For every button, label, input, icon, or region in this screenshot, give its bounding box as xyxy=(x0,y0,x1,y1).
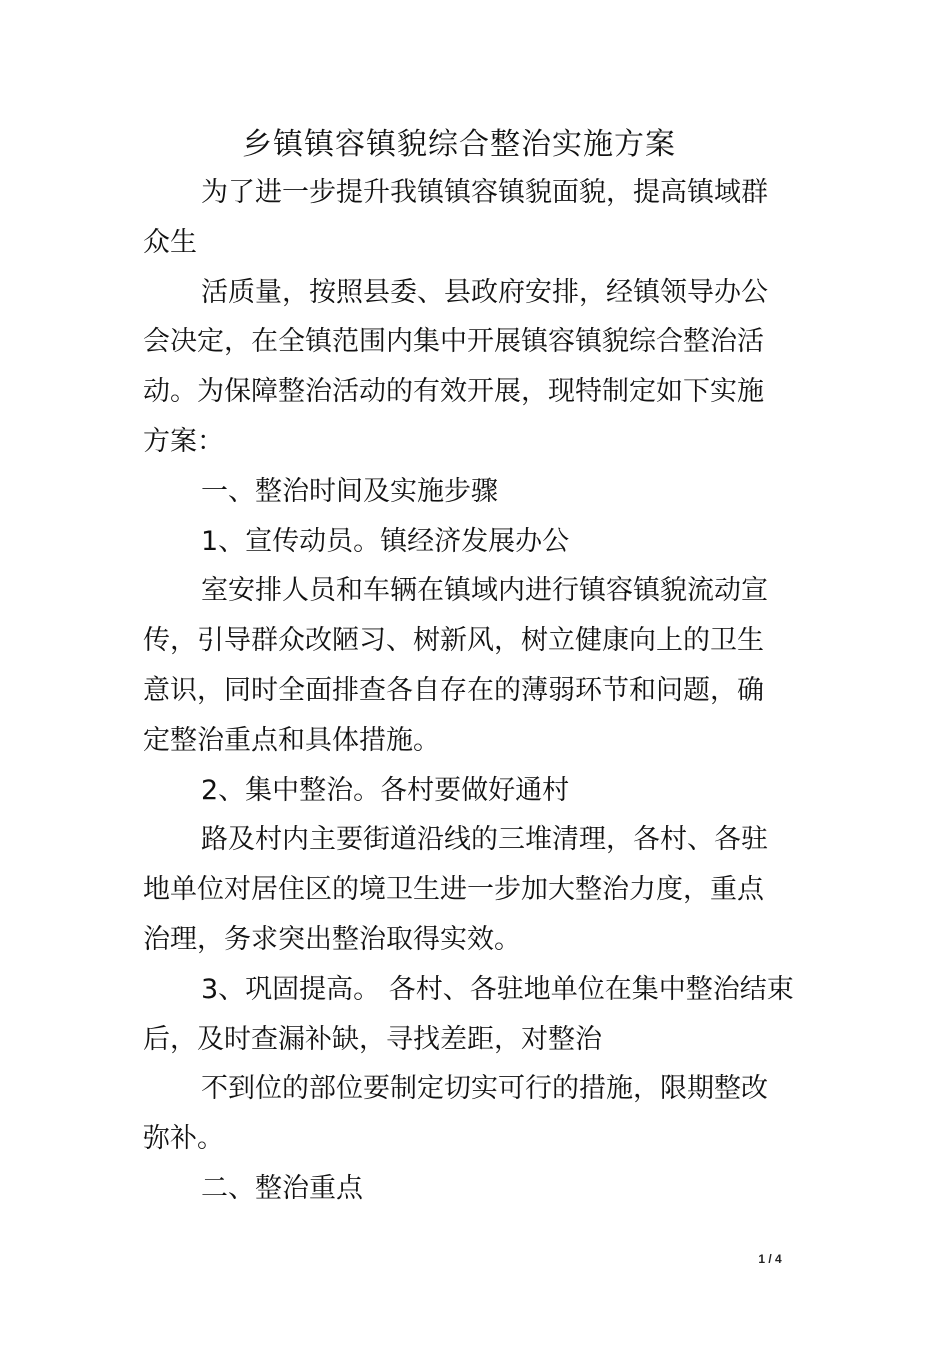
paragraph-line: 不到位的部位要制定切实可行的措施，限期整改 xyxy=(201,1073,768,1105)
step-heading: 3、巩固提高。 各村、各驻地单位在集中整治结束 xyxy=(201,973,794,1005)
paragraph-line: 动。为保障整治活动的有效开展，现特制定如下实施 xyxy=(143,376,764,408)
step-heading: 1、宣传动员。镇经济发展办公 xyxy=(201,525,570,557)
paragraph-line: 传，引导群众改陋习、树新风，树立健康向上的卫生 xyxy=(143,625,764,657)
page-number: 1 / 4 xyxy=(758,1252,782,1266)
paragraph-line: 定整治重点和具体措施。 xyxy=(143,724,440,756)
step-heading: 2、集中整治。各村要做好通村 xyxy=(201,774,570,806)
document-body xyxy=(143,168,793,1214)
paragraph-line: 活质量，按照县委、县政府安排，经镇领导办公 xyxy=(201,276,768,308)
paragraph-line: 地单位对居住区的境卫生进一步加大整治力度，重点 xyxy=(143,874,764,906)
paragraph-line: 路及村内主要街道沿线的三堆清理，各村、各驻 xyxy=(201,824,768,856)
paragraph-line: 意识，同时全面排查各自存在的薄弱环节和问题，确 xyxy=(143,674,764,706)
paragraph-line: 方案： xyxy=(143,425,224,457)
paragraph-line: 为了进一步提升我镇镇容镇貌面貌，提高镇域群 xyxy=(201,177,768,208)
paragraph-line: 治理，务求突出整治取得实效。 xyxy=(143,923,521,955)
section-heading: 二、整治重点 xyxy=(201,1172,363,1204)
paragraph-line: 室安排人员和车辆在镇域内进行镇容镇貌流动宣 xyxy=(201,575,768,607)
paragraph-line: 众生 xyxy=(143,226,197,258)
section-heading: 一、整治时间及实施步骤 xyxy=(201,475,498,507)
document-title: 乡镇镇容镇貌综合整治实施方案 xyxy=(242,127,676,162)
paragraph-line: 后，及时查漏补缺，寻找差距，对整治 xyxy=(143,1023,602,1055)
paragraph-line: 会决定，在全镇范围内集中开展镇容镇貌综合整治活 xyxy=(143,326,764,358)
paragraph-line: 弥补。 xyxy=(143,1123,224,1155)
